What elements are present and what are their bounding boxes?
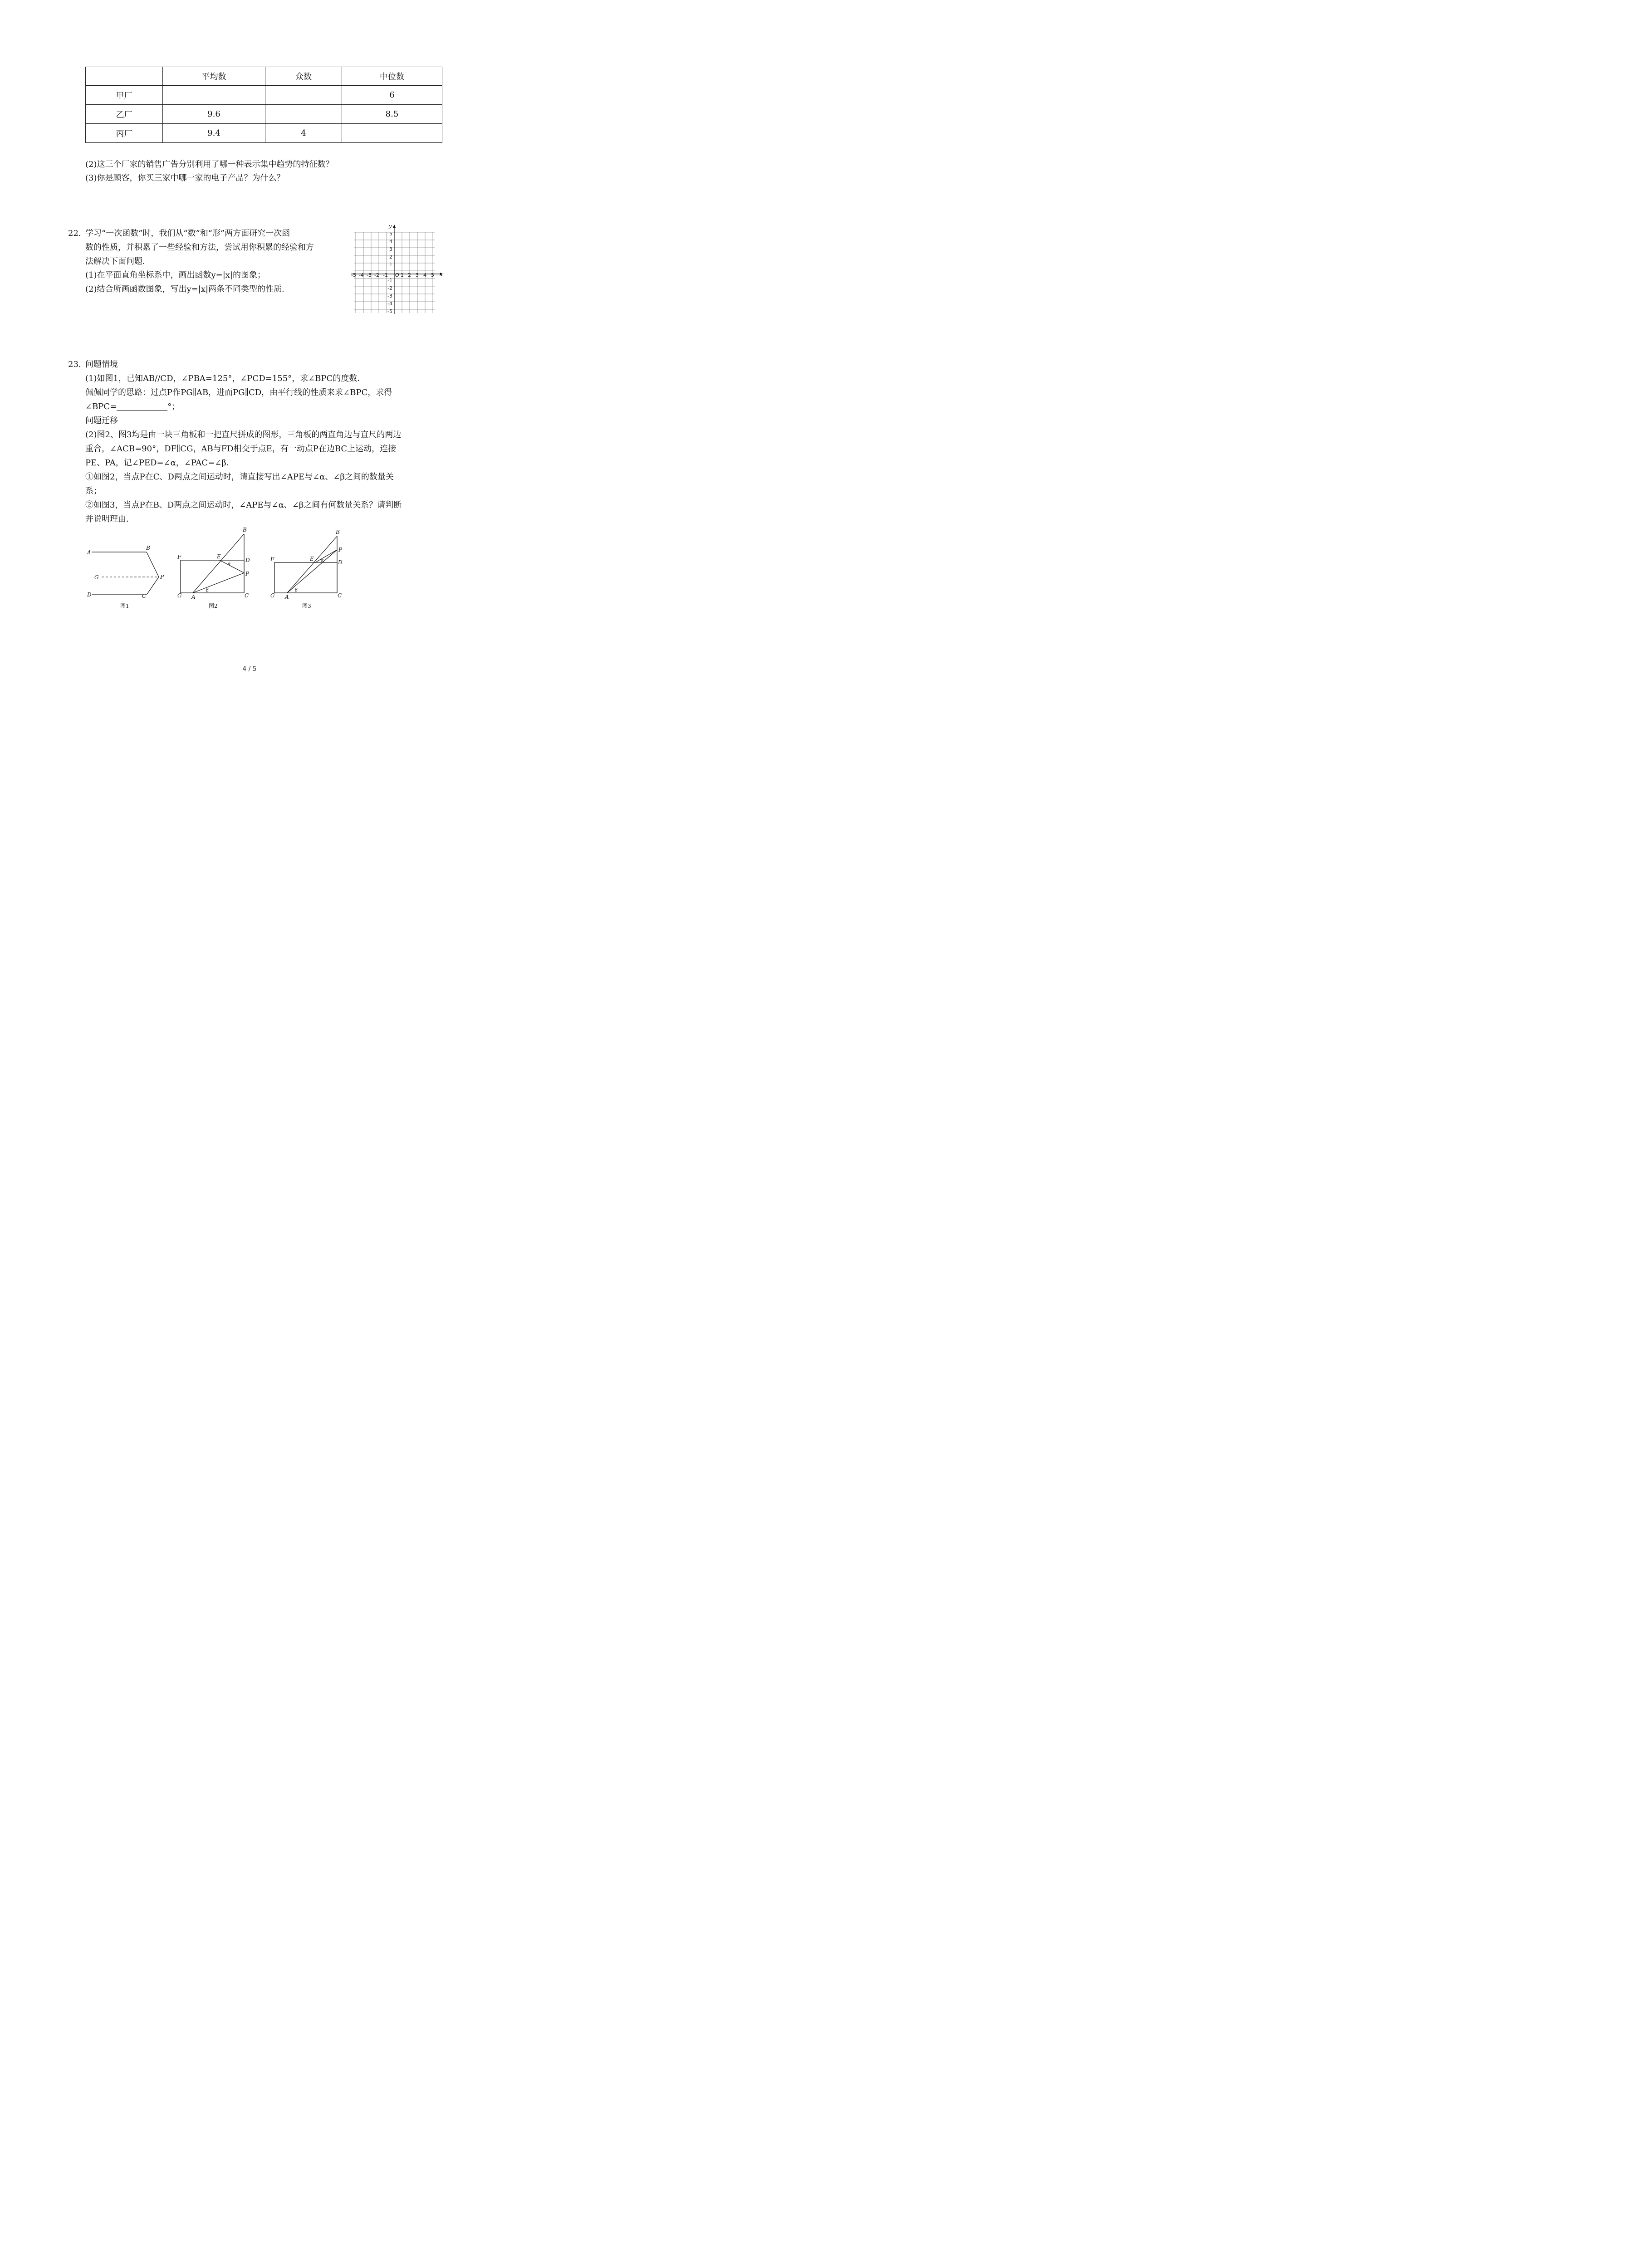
x-tick-label: 4: [423, 272, 426, 278]
q22-line-1: 学习“一次函数”时，我们从“数”和“形”两方面研究一次函: [85, 229, 290, 238]
fig2-label-d: D: [245, 557, 250, 563]
x-tick-label: -3: [367, 272, 372, 278]
table-cell: 9.6: [163, 105, 265, 124]
answer-blank[interactable]: [117, 402, 167, 411]
fig3-label-p: P: [338, 547, 343, 553]
table-cell: 乙厂: [86, 105, 163, 124]
q23-line-10: 并说明理由．: [85, 514, 134, 524]
q23-line-1: (1)如图1，已知AB//CD，∠PBA=125°，∠PCD=155°，求∠BPC的度数．: [85, 374, 366, 383]
y-tick-label: -3: [387, 293, 392, 299]
origin-label: O: [395, 272, 399, 278]
table-row: [86, 124, 442, 143]
table-cell: [265, 105, 342, 124]
fig2-label-e: E: [217, 553, 221, 560]
coordinate-grid: [349, 223, 445, 316]
fig2-label-alpha: α: [228, 562, 231, 567]
q23-line-7: ①如图2，当点P在C、D两点之间运动时，请直接写出∠APE与∠α、∠β之间的数量关: [85, 472, 394, 482]
fig3-caption: 图3: [302, 603, 311, 609]
y-tick-label: 1: [389, 262, 392, 268]
fig2-label-b: B: [243, 527, 247, 533]
q22-number: 22.: [68, 229, 81, 238]
table-cell: 8.5: [342, 105, 442, 124]
fig1-caption: 图1: [120, 603, 129, 609]
table-cell: 丙厂: [86, 124, 163, 143]
x-axis-label: x: [440, 271, 443, 277]
table-cell: [342, 124, 442, 143]
figure-1: [87, 545, 164, 609]
x-tick-label: 1: [401, 272, 404, 278]
y-tick-label: 3: [389, 246, 392, 252]
q23-line-9: ②如图3，当点P在B、D两点之间运动时，∠APE与∠α、∠β之间有何数量关系？请判断: [85, 500, 402, 510]
fig1-label-g: G: [94, 574, 99, 581]
fig2-label-c: C: [245, 592, 249, 599]
q23-number: 23.: [68, 360, 81, 369]
fig3-label-f: F: [270, 556, 274, 562]
q23-line-3-prefix: ∠BPC=: [85, 402, 117, 411]
fig3-label-c: C: [338, 592, 342, 599]
q23-line-8: 系；: [85, 486, 102, 496]
y-axis-label: y: [389, 223, 392, 229]
fig1-label-c: C: [142, 593, 147, 599]
table-row: [86, 105, 442, 124]
table-header-cell: 众数: [265, 67, 342, 86]
y-axis-arrow: [393, 225, 396, 228]
table-header-row: [86, 67, 442, 86]
table-header-cell: 平均数: [163, 67, 265, 86]
q23-line-6: PE、PA，记∠PED=∠α，∠PAC=∠β．: [85, 458, 235, 468]
table-header-cell: [86, 67, 163, 86]
table-cell: 甲厂: [86, 86, 163, 105]
fig3-label-beta: β: [295, 588, 298, 593]
stats-table: [85, 67, 442, 143]
y-tick-label: 5: [389, 231, 392, 237]
y-tick-label: 2: [389, 254, 392, 260]
table-row: [86, 86, 442, 105]
fig1-label-b: B: [146, 545, 150, 551]
q23-line-3-suffix: °；: [167, 402, 180, 411]
x-tick-label: -4: [359, 272, 364, 278]
fig1-label-p: P: [160, 574, 164, 580]
fig2-label-g: G: [177, 592, 182, 599]
table-cell: [265, 86, 342, 105]
table-cell: [163, 86, 265, 105]
x-tick-label: -5: [351, 272, 356, 278]
y-tick-label: 4: [389, 239, 392, 244]
fig3-label-a: A: [285, 594, 289, 600]
x-tick-label: 5: [431, 272, 434, 278]
fig1-label-d: D: [87, 591, 92, 598]
y-tick-label: -4: [387, 301, 392, 307]
x-tick-label: 3: [416, 272, 419, 278]
table-cell: 9.4: [163, 124, 265, 143]
y-tick-label: -1: [387, 278, 392, 284]
fig3-label-b: B: [336, 529, 340, 535]
table-header-cell: 中位数: [342, 67, 442, 86]
q23-heading: 问题情境: [85, 360, 118, 369]
fig3-label-alpha: α: [321, 558, 324, 563]
fig2-label-f: F: [177, 554, 181, 560]
q23-line-2: 佩佩同学的思路：过点P作PG∥AB，进而PG∥CD，由平行线的性质来求∠BPC，求得: [85, 388, 392, 397]
x-tick-label: -1: [383, 272, 388, 278]
figure-3: [270, 529, 343, 609]
q23-line-5: 重合，∠ACB=90°，DF∥CG，AB与FD相交于点E，有一动点P在边BC上运动，连接: [85, 444, 397, 454]
figures: [82, 526, 363, 612]
y-tick-label: -2: [387, 285, 392, 291]
y-tick-label: -5: [387, 308, 392, 314]
fig2-caption: 图2: [209, 603, 218, 609]
q21-part2: (2)这三个厂家的销售广告分别利用了哪一种表示集中趋势的特征数？: [85, 160, 334, 169]
q23-line-3: [85, 401, 180, 413]
fig1-label-a: A: [87, 549, 91, 556]
q22-line-2: 数的性质，并积累了一些经验和方法，尝试用你积累的经验和方: [85, 243, 314, 252]
q22-line-4: (1)在平面直角坐标系中，画出函数y=|x|的图象；: [85, 270, 266, 280]
page-number: 4 / 5: [242, 665, 257, 673]
table-cell: 6: [342, 86, 442, 105]
fig3-label-e: E: [310, 556, 314, 562]
fig2-label-beta: β: [206, 588, 209, 593]
fig3-label-d: D: [338, 559, 343, 566]
fig2-label-p: P: [245, 571, 250, 577]
figure-2: [177, 527, 250, 609]
x-tick-label: 2: [408, 272, 411, 278]
table-cell: 4: [265, 124, 342, 143]
q23-heading-2: 问题迁移: [85, 416, 118, 425]
q22-line-3: 法解决下面问题．: [85, 257, 151, 266]
q21-part3: (3)你是顾客，你买三家中哪一家的电子产品？为什么？: [85, 173, 285, 183]
fig3-label-g: G: [270, 592, 275, 599]
q23-line-4: (2)图2、图3均是由一块三角板和一把直尺拼成的图形，三角板的两直角边与直尺的两边: [85, 430, 402, 440]
x-tick-label: -2: [374, 272, 379, 278]
q22-line-5: (2)结合所画函数图象，写出y=|x|两条不同类型的性质．: [85, 284, 290, 294]
fig2-label-a: A: [191, 594, 196, 600]
